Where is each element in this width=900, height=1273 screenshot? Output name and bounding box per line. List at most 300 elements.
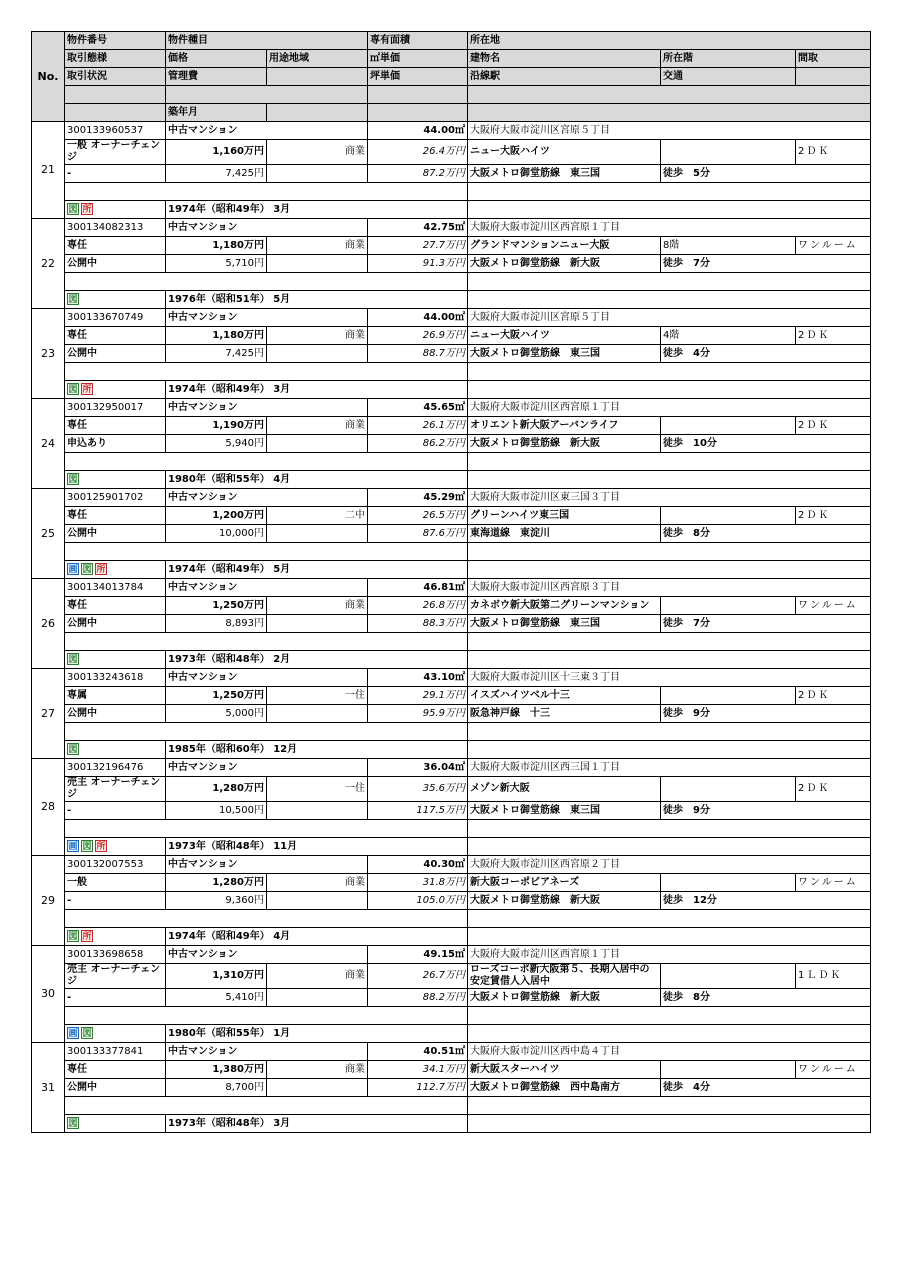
document-badges bbox=[65, 291, 166, 309]
badge-group bbox=[67, 563, 107, 575]
header-cell: 所在階 bbox=[661, 50, 796, 68]
address: 大阪府大阪市淀川区西宮原１丁目 bbox=[468, 219, 871, 237]
badge-group bbox=[67, 840, 107, 852]
listing-row-id bbox=[32, 946, 871, 964]
built-date: 1974年（昭和49年） 5月 bbox=[166, 561, 468, 579]
listing-row-price bbox=[32, 327, 871, 345]
price: 1,190万円 bbox=[166, 417, 267, 435]
listing-row-built bbox=[32, 1025, 871, 1043]
floor-level: 4階 bbox=[661, 327, 796, 345]
table-cell bbox=[65, 183, 468, 201]
floorplan-badge-icon[interactable]: 図 bbox=[68, 655, 78, 665]
location-badge-icon[interactable]: 所 bbox=[82, 932, 92, 942]
floor-area: 43.10㎡ bbox=[368, 669, 468, 687]
table-cell bbox=[468, 820, 871, 838]
table-cell bbox=[65, 453, 468, 471]
header-cell: 物件番号 bbox=[65, 32, 166, 50]
floor-level bbox=[661, 687, 796, 705]
deal-type: 専任 bbox=[65, 507, 166, 525]
building-name: グリーンハイツ東三国 bbox=[468, 507, 661, 525]
listing-row-built bbox=[32, 381, 871, 399]
zoning: 商業 bbox=[267, 140, 368, 165]
building-name: グランドマンションニュー大阪 bbox=[468, 237, 661, 255]
listing-row-fee bbox=[32, 255, 871, 273]
table-cell bbox=[468, 838, 871, 856]
built-date: 1973年（昭和48年） 11月 bbox=[166, 838, 468, 856]
listing-row-id bbox=[32, 122, 871, 140]
price-per-tsubo: 95.9万円 bbox=[368, 705, 468, 723]
table-cell bbox=[65, 1007, 468, 1025]
building-name: 新大阪スターハイツ bbox=[468, 1061, 661, 1079]
room-layout: 2ＤＫ bbox=[796, 140, 871, 165]
header-cell bbox=[65, 86, 166, 104]
header-no: No. bbox=[32, 32, 65, 122]
rail-station: 大阪メトロ御堂筋線 新大阪 bbox=[468, 435, 661, 453]
badge-group bbox=[67, 383, 93, 395]
management-fee: 5,940円 bbox=[166, 435, 267, 453]
floor-area: 46.81㎡ bbox=[368, 579, 468, 597]
listing-row-price bbox=[32, 964, 871, 989]
floorplan-badge-icon[interactable]: 図 bbox=[68, 295, 78, 305]
listing-row-price bbox=[32, 687, 871, 705]
deal-status: - bbox=[65, 989, 166, 1007]
price-per-sqm: 26.8万円 bbox=[368, 597, 468, 615]
room-layout: 2ＤＫ bbox=[796, 417, 871, 435]
table-cell bbox=[468, 543, 871, 561]
header-cell bbox=[267, 104, 368, 122]
property-id: 300125901702 bbox=[65, 489, 166, 507]
table-cell bbox=[468, 741, 871, 759]
rail-station: 大阪メトロ御堂筋線 新大阪 bbox=[468, 255, 661, 273]
header-cell bbox=[468, 86, 871, 104]
header-cell: 管理費 bbox=[166, 68, 267, 86]
building-name: ニュー大阪ハイツ bbox=[468, 140, 661, 165]
badge-group bbox=[67, 653, 79, 665]
location-badge-icon[interactable]: 所 bbox=[82, 385, 92, 395]
property-id: 300132196476 bbox=[65, 759, 166, 777]
floorplan-badge-icon[interactable]: 図 bbox=[68, 745, 78, 755]
floor-area: 44.00㎡ bbox=[368, 309, 468, 327]
listing-row-price bbox=[32, 507, 871, 525]
deal-type: 専任 bbox=[65, 597, 166, 615]
floor-level bbox=[661, 777, 796, 802]
price-per-tsubo: 112.7万円 bbox=[368, 1079, 468, 1097]
rail-station: 大阪メトロ御堂筋線 西中島南方 bbox=[468, 1079, 661, 1097]
header-cell: 所在地 bbox=[468, 32, 871, 50]
table-cell bbox=[468, 471, 871, 489]
listing-row-gap bbox=[32, 363, 871, 381]
badge-group bbox=[67, 473, 79, 485]
building-name: ローズコーポ新大阪第５、長期入居中の安定賃借人入居中 bbox=[468, 964, 661, 989]
management-fee: 10,500円 bbox=[166, 802, 267, 820]
price-per-sqm: 31.8万円 bbox=[368, 874, 468, 892]
management-fee: 5,710円 bbox=[166, 255, 267, 273]
badge-group bbox=[67, 293, 79, 305]
listing-row-fee bbox=[32, 989, 871, 1007]
listing-number: 28 bbox=[32, 759, 65, 856]
header-cell: ㎡単価 bbox=[368, 50, 468, 68]
table-cell bbox=[65, 273, 468, 291]
listing-row-id bbox=[32, 1043, 871, 1061]
management-fee: 7,425円 bbox=[166, 345, 267, 363]
header-cell bbox=[65, 104, 166, 122]
header-cell: 沿線駅 bbox=[468, 68, 661, 86]
header-cell: 間取 bbox=[796, 50, 871, 68]
document-badges bbox=[65, 201, 166, 219]
listing-row-price bbox=[32, 777, 871, 802]
deal-type: 専属 bbox=[65, 687, 166, 705]
listing-row-gap bbox=[32, 1097, 871, 1115]
room-layout: ワンルーム bbox=[796, 874, 871, 892]
property-id: 300132007553 bbox=[65, 856, 166, 874]
table-cell bbox=[267, 802, 368, 820]
listing-row-gap bbox=[32, 273, 871, 291]
table-cell bbox=[267, 525, 368, 543]
table-cell bbox=[267, 989, 368, 1007]
management-fee: 8,893円 bbox=[166, 615, 267, 633]
built-date: 1980年（昭和55年） 4月 bbox=[166, 471, 468, 489]
deal-status: 公開中 bbox=[65, 615, 166, 633]
access: 徒歩 9分 bbox=[661, 705, 871, 723]
price: 1,280万円 bbox=[166, 874, 267, 892]
listing-row-fee bbox=[32, 892, 871, 910]
document-badges bbox=[65, 838, 166, 856]
zoning: 商業 bbox=[267, 874, 368, 892]
floor-area: 40.51㎡ bbox=[368, 1043, 468, 1061]
document-badges bbox=[65, 651, 166, 669]
location-badge-icon[interactable]: 所 bbox=[96, 842, 106, 852]
rail-station: 大阪メトロ御堂筋線 東三国 bbox=[468, 615, 661, 633]
floor-level bbox=[661, 507, 796, 525]
access: 徒歩 7分 bbox=[661, 255, 871, 273]
listing-row-built bbox=[32, 838, 871, 856]
header-row-2 bbox=[32, 50, 871, 68]
address: 大阪府大阪市淀川区西宮原１丁目 bbox=[468, 946, 871, 964]
listing-row-id bbox=[32, 759, 871, 777]
listing-row-id bbox=[32, 579, 871, 597]
price: 1,180万円 bbox=[166, 327, 267, 345]
access: 徒歩 9分 bbox=[661, 802, 871, 820]
floor-level bbox=[661, 140, 796, 165]
header-cell: 価格 bbox=[166, 50, 267, 68]
price: 1,200万円 bbox=[166, 507, 267, 525]
table-cell bbox=[468, 910, 871, 928]
deal-type: 専任 bbox=[65, 417, 166, 435]
listing-number: 22 bbox=[32, 219, 65, 309]
listing-row-gap bbox=[32, 633, 871, 651]
access: 徒歩 10分 bbox=[661, 435, 871, 453]
table-cell bbox=[468, 561, 871, 579]
floorplan-badge-icon[interactable]: 図 bbox=[68, 475, 78, 485]
listing-row-id bbox=[32, 856, 871, 874]
building-name: メゾン新大阪 bbox=[468, 777, 661, 802]
property-type: 中古マンション bbox=[166, 122, 368, 140]
deal-type: 売主 オーナーチェンジ bbox=[65, 964, 166, 989]
deal-status: 公開中 bbox=[65, 1079, 166, 1097]
badge-group bbox=[67, 1027, 93, 1039]
location-badge-icon[interactable]: 所 bbox=[82, 205, 92, 215]
listing-row-price bbox=[32, 874, 871, 892]
zoning: 一住 bbox=[267, 777, 368, 802]
property-id: 300133243618 bbox=[65, 669, 166, 687]
header-cell bbox=[267, 68, 368, 86]
image-badge-icon[interactable]: 画 bbox=[68, 1029, 78, 1039]
price-per-tsubo: 88.7万円 bbox=[368, 345, 468, 363]
table-cell bbox=[65, 723, 468, 741]
listing-row-price bbox=[32, 140, 871, 165]
table-cell bbox=[468, 651, 871, 669]
property-id: 300134013784 bbox=[65, 579, 166, 597]
property-type: 中古マンション bbox=[166, 759, 368, 777]
floorplan-badge-icon[interactable]: 図 bbox=[82, 1029, 92, 1039]
built-date: 1974年（昭和49年） 4月 bbox=[166, 928, 468, 946]
badge-group bbox=[67, 930, 93, 942]
access: 徒歩 4分 bbox=[661, 345, 871, 363]
listing-number: 25 bbox=[32, 489, 65, 579]
listing-row-built bbox=[32, 471, 871, 489]
document-badges bbox=[65, 381, 166, 399]
table-cell bbox=[468, 723, 871, 741]
zoning: 商業 bbox=[267, 237, 368, 255]
listing-row-fee bbox=[32, 345, 871, 363]
property-id: 300133377841 bbox=[65, 1043, 166, 1061]
price: 1,180万円 bbox=[166, 237, 267, 255]
room-layout: 2ＤＫ bbox=[796, 507, 871, 525]
address: 大阪府大阪市淀川区西中島４丁目 bbox=[468, 1043, 871, 1061]
header-cell bbox=[368, 86, 468, 104]
address: 大阪府大阪市淀川区十三東３丁目 bbox=[468, 669, 871, 687]
floorplan-badge-icon[interactable]: 図 bbox=[82, 565, 92, 575]
zoning: 商業 bbox=[267, 417, 368, 435]
zoning: 二中 bbox=[267, 507, 368, 525]
table-cell bbox=[267, 1079, 368, 1097]
built-date: 1974年（昭和49年） 3月 bbox=[166, 201, 468, 219]
zoning: 一住 bbox=[267, 687, 368, 705]
floor-level bbox=[661, 1061, 796, 1079]
document-badges bbox=[65, 471, 166, 489]
rail-station: 大阪メトロ御堂筋線 東三国 bbox=[468, 165, 661, 183]
listing-row-fee bbox=[32, 435, 871, 453]
table-cell bbox=[65, 633, 468, 651]
table-cell bbox=[468, 1025, 871, 1043]
table-cell bbox=[468, 1007, 871, 1025]
table-cell bbox=[267, 892, 368, 910]
address: 大阪府大阪市淀川区宮原５丁目 bbox=[468, 122, 871, 140]
deal-type: 一般 オーナーチェンジ bbox=[65, 140, 166, 165]
deal-status: 公開中 bbox=[65, 525, 166, 543]
room-layout: ワンルーム bbox=[796, 597, 871, 615]
property-id: 300132950017 bbox=[65, 399, 166, 417]
property-id: 300133670749 bbox=[65, 309, 166, 327]
document-badges bbox=[65, 741, 166, 759]
built-date: 1973年（昭和48年） 2月 bbox=[166, 651, 468, 669]
deal-status: - bbox=[65, 165, 166, 183]
document-badges bbox=[65, 561, 166, 579]
table-cell bbox=[468, 1097, 871, 1115]
listing-row-fee bbox=[32, 705, 871, 723]
price-per-sqm: 29.1万円 bbox=[368, 687, 468, 705]
price-per-tsubo: 105.0万円 bbox=[368, 892, 468, 910]
property-id: 300133698658 bbox=[65, 946, 166, 964]
listing-row-gap bbox=[32, 723, 871, 741]
image-badge-icon[interactable]: 画 bbox=[68, 842, 78, 852]
management-fee: 8,700円 bbox=[166, 1079, 267, 1097]
price-per-sqm: 26.4万円 bbox=[368, 140, 468, 165]
listing-row-built bbox=[32, 201, 871, 219]
listing-row-gap bbox=[32, 1007, 871, 1025]
header-cell: 取引態様 bbox=[65, 50, 166, 68]
table-cell bbox=[267, 345, 368, 363]
built-date: 1980年（昭和55年） 1月 bbox=[166, 1025, 468, 1043]
price: 1,310万円 bbox=[166, 964, 267, 989]
access: 徒歩 8分 bbox=[661, 525, 871, 543]
zoning: 商業 bbox=[267, 964, 368, 989]
property-id: 300134082313 bbox=[65, 219, 166, 237]
table-cell bbox=[267, 615, 368, 633]
listing-row-id bbox=[32, 219, 871, 237]
listing-row-built bbox=[32, 561, 871, 579]
listing-number: 29 bbox=[32, 856, 65, 946]
price-per-sqm: 35.6万円 bbox=[368, 777, 468, 802]
floor-level bbox=[661, 964, 796, 989]
price: 1,160万円 bbox=[166, 140, 267, 165]
price-per-tsubo: 117.5万円 bbox=[368, 802, 468, 820]
header-cell: 用途地域 bbox=[267, 50, 368, 68]
listing-row-fee bbox=[32, 1079, 871, 1097]
property-listing-table bbox=[31, 31, 871, 1133]
deal-type: 一般 bbox=[65, 874, 166, 892]
floor-area: 49.15㎡ bbox=[368, 946, 468, 964]
listing-number: 21 bbox=[32, 122, 65, 219]
table-cell bbox=[468, 1115, 871, 1133]
property-type: 中古マンション bbox=[166, 309, 368, 327]
table-cell bbox=[267, 165, 368, 183]
floorplan-badge-icon[interactable]: 図 bbox=[68, 1119, 78, 1129]
floor-area: 44.00㎡ bbox=[368, 122, 468, 140]
listing-row-price bbox=[32, 597, 871, 615]
header-row-4 bbox=[32, 86, 871, 104]
price-per-sqm: 26.5万円 bbox=[368, 507, 468, 525]
table-cell bbox=[65, 1097, 468, 1115]
property-id: 300133960537 bbox=[65, 122, 166, 140]
access: 徒歩 7分 bbox=[661, 615, 871, 633]
table-cell bbox=[267, 255, 368, 273]
property-type: 中古マンション bbox=[166, 489, 368, 507]
document-badges bbox=[65, 928, 166, 946]
building-name: 新大阪コーポビアネーズ bbox=[468, 874, 661, 892]
floor-level bbox=[661, 874, 796, 892]
deal-status: - bbox=[65, 802, 166, 820]
deal-type: 専任 bbox=[65, 1061, 166, 1079]
management-fee: 10,000円 bbox=[166, 525, 267, 543]
access: 徒歩 5分 bbox=[661, 165, 871, 183]
floorplan-badge-icon[interactable]: 図 bbox=[82, 842, 92, 852]
building-name: カネボウ新大阪第二グリーンマンション bbox=[468, 597, 661, 615]
property-type: 中古マンション bbox=[166, 946, 368, 964]
price-per-tsubo: 86.2万円 bbox=[368, 435, 468, 453]
floor-area: 40.30㎡ bbox=[368, 856, 468, 874]
listing-row-fee bbox=[32, 165, 871, 183]
property-type: 中古マンション bbox=[166, 669, 368, 687]
management-fee: 7,425円 bbox=[166, 165, 267, 183]
header-cell: 物件種目 bbox=[166, 32, 368, 50]
building-name: オリエント新大阪アーバンライフ bbox=[468, 417, 661, 435]
floor-level bbox=[661, 597, 796, 615]
table-cell bbox=[468, 928, 871, 946]
price-per-sqm: 26.9万円 bbox=[368, 327, 468, 345]
rail-station: 大阪メトロ御堂筋線 新大阪 bbox=[468, 989, 661, 1007]
listing-number: 27 bbox=[32, 669, 65, 759]
floorplan-badge-icon[interactable]: 図 bbox=[68, 932, 78, 942]
location-badge-icon[interactable]: 所 bbox=[96, 565, 106, 575]
badge-group bbox=[67, 1117, 79, 1129]
header-cell bbox=[166, 86, 368, 104]
floorplan-badge-icon[interactable]: 図 bbox=[68, 205, 78, 215]
price: 1,380万円 bbox=[166, 1061, 267, 1079]
listing-row-price bbox=[32, 1061, 871, 1079]
header-cell: 取引状況 bbox=[65, 68, 166, 86]
floor-area: 45.65㎡ bbox=[368, 399, 468, 417]
table-cell bbox=[468, 633, 871, 651]
badge-group bbox=[67, 743, 79, 755]
table-cell bbox=[468, 363, 871, 381]
rail-station: 阪急神戸線 十三 bbox=[468, 705, 661, 723]
room-layout: 2ＤＫ bbox=[796, 777, 871, 802]
image-badge-icon[interactable]: 画 bbox=[68, 565, 78, 575]
table-cell bbox=[468, 381, 871, 399]
listing-row-built bbox=[32, 651, 871, 669]
table-cell bbox=[468, 273, 871, 291]
floor-area: 45.29㎡ bbox=[368, 489, 468, 507]
management-fee: 5,410円 bbox=[166, 989, 267, 1007]
address: 大阪府大阪市淀川区西三国１丁目 bbox=[468, 759, 871, 777]
listing-number: 26 bbox=[32, 579, 65, 669]
listing-number: 31 bbox=[32, 1043, 65, 1133]
table-cell bbox=[267, 705, 368, 723]
table-cell bbox=[468, 291, 871, 309]
floor-area: 36.04㎡ bbox=[368, 759, 468, 777]
floorplan-badge-icon[interactable]: 図 bbox=[68, 385, 78, 395]
property-type: 中古マンション bbox=[166, 1043, 368, 1061]
building-name: ニュー大阪ハイツ bbox=[468, 327, 661, 345]
rail-station: 東海道線 東淀川 bbox=[468, 525, 661, 543]
listing-row-built bbox=[32, 1115, 871, 1133]
price-per-tsubo: 87.2万円 bbox=[368, 165, 468, 183]
header-row-5 bbox=[32, 104, 871, 122]
listing-row-gap bbox=[32, 453, 871, 471]
price-per-tsubo: 88.3万円 bbox=[368, 615, 468, 633]
listing-row-id bbox=[32, 309, 871, 327]
price-per-sqm: 26.7万円 bbox=[368, 964, 468, 989]
built-date: 1976年（昭和51年） 5月 bbox=[166, 291, 468, 309]
address: 大阪府大阪市淀川区宮原５丁目 bbox=[468, 309, 871, 327]
price-per-tsubo: 91.3万円 bbox=[368, 255, 468, 273]
zoning: 商業 bbox=[267, 597, 368, 615]
floor-level: 8階 bbox=[661, 237, 796, 255]
listing-row-gap bbox=[32, 820, 871, 838]
listing-number: 24 bbox=[32, 399, 65, 489]
price: 1,250万円 bbox=[166, 597, 267, 615]
price-per-sqm: 27.7万円 bbox=[368, 237, 468, 255]
access: 徒歩 8分 bbox=[661, 989, 871, 1007]
table-cell bbox=[468, 453, 871, 471]
price-per-sqm: 26.1万円 bbox=[368, 417, 468, 435]
listing-row-price bbox=[32, 417, 871, 435]
built-date: 1985年（昭和60年） 12月 bbox=[166, 741, 468, 759]
floor-level bbox=[661, 417, 796, 435]
listing-row-fee bbox=[32, 615, 871, 633]
header-row-3 bbox=[32, 68, 871, 86]
